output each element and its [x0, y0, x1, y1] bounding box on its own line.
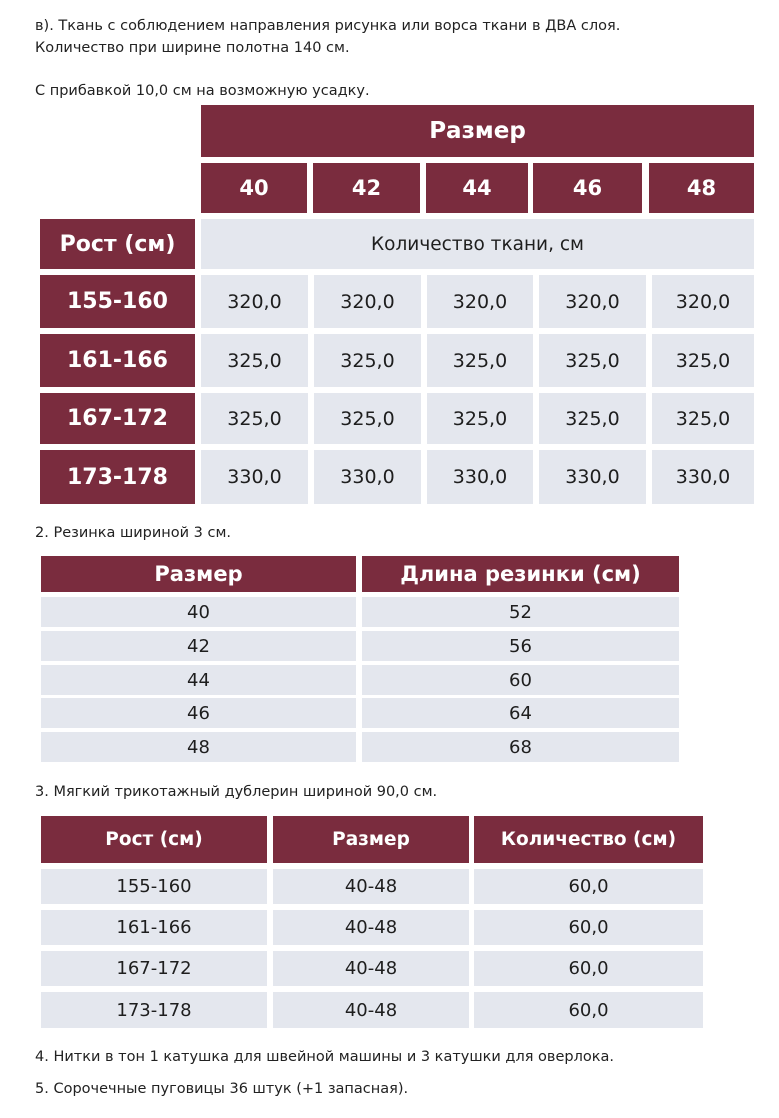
- interlining-header-height: Рост (см): [41, 816, 267, 863]
- elastic-cell-length: 60: [362, 665, 679, 695]
- fabric-cell: 325,0: [652, 334, 754, 387]
- interlining-cell: 60,0: [474, 992, 703, 1028]
- fabric-cell: 320,0: [201, 275, 308, 328]
- interlining-cell: 40-48: [273, 992, 469, 1028]
- interlining-cell: 60,0: [474, 951, 703, 986]
- elastic-cell-length: 52: [362, 597, 679, 627]
- interlining-cell: 167-172: [41, 951, 267, 986]
- fabric-row-height: 155-160: [40, 275, 195, 328]
- intro-line-3: С прибавкой 10,0 см на возможную усадку.: [35, 83, 370, 99]
- fabric-size-header: Размер: [201, 105, 754, 157]
- fabric-cell: 330,0: [652, 450, 754, 504]
- fabric-cell: 330,0: [427, 450, 533, 504]
- fabric-cell: 325,0: [427, 334, 533, 387]
- fabric-cell: 325,0: [652, 393, 754, 444]
- fabric-size-46: 46: [533, 163, 642, 213]
- fabric-quantity-header: Количество ткани, см: [201, 219, 754, 269]
- fabric-cell: 320,0: [427, 275, 533, 328]
- elastic-cell-size: 46: [41, 698, 356, 728]
- fabric-cell: 325,0: [427, 393, 533, 444]
- note-threads: 4. Нитки в тон 1 катушка для швейной машины и 3 катушки для оверлока.: [35, 1049, 614, 1065]
- interlining-cell: 40-48: [273, 910, 469, 945]
- intro-line-1: в). Ткань с соблюдением направления рисунка или ворса ткани в ДВА слоя.: [35, 18, 621, 34]
- fabric-cell: 320,0: [652, 275, 754, 328]
- elastic-header-size: Размер: [41, 556, 356, 592]
- fabric-row-height: 173-178: [40, 450, 195, 504]
- fabric-cell: 320,0: [539, 275, 646, 328]
- elastic-cell-size: 44: [41, 665, 356, 695]
- fabric-height-header: Рост (см): [40, 219, 195, 269]
- interlining-header-size: Размер: [273, 816, 469, 863]
- fabric-size-48: 48: [649, 163, 754, 213]
- fabric-cell: 330,0: [314, 450, 421, 504]
- interlining-cell: 40-48: [273, 869, 469, 904]
- interlining-cell: 60,0: [474, 910, 703, 945]
- elastic-cell-size: 40: [41, 597, 356, 627]
- interlining-header-quantity: Количество (см): [474, 816, 703, 863]
- fabric-cell: 325,0: [201, 393, 308, 444]
- interlining-cell: 155-160: [41, 869, 267, 904]
- elastic-caption: 2. Резинка шириной 3 см.: [35, 525, 232, 541]
- note-buttons: 5. Сорочечные пуговицы 36 штук (+1 запасная).: [35, 1081, 409, 1097]
- fabric-cell: 325,0: [539, 393, 646, 444]
- elastic-header-length: Длина резинки (см): [362, 556, 679, 592]
- fabric-size-44: 44: [426, 163, 528, 213]
- fabric-cell: 325,0: [314, 393, 421, 444]
- elastic-cell-length: 56: [362, 631, 679, 661]
- fabric-cell: 325,0: [539, 334, 646, 387]
- interlining-cell: 173-178: [41, 992, 267, 1028]
- fabric-cell: 320,0: [314, 275, 421, 328]
- fabric-cell: 325,0: [314, 334, 421, 387]
- elastic-cell-length: 64: [362, 698, 679, 728]
- elastic-cell-size: 48: [41, 732, 356, 762]
- fabric-cell: 325,0: [201, 334, 308, 387]
- interlining-cell: 161-166: [41, 910, 267, 945]
- elastic-cell-size: 42: [41, 631, 356, 661]
- intro-line-2: Количество при ширине полотна 140 см.: [35, 40, 350, 56]
- fabric-size-42: 42: [313, 163, 420, 213]
- fabric-cell: 330,0: [539, 450, 646, 504]
- interlining-caption: 3. Мягкий трикотажный дублерин шириной 90,0 см.: [35, 784, 438, 800]
- interlining-cell: 40-48: [273, 951, 469, 986]
- fabric-row-height: 161-166: [40, 334, 195, 387]
- fabric-row-height: 167-172: [40, 393, 195, 444]
- fabric-size-40: 40: [201, 163, 307, 213]
- interlining-cell: 60,0: [474, 869, 703, 904]
- elastic-cell-length: 68: [362, 732, 679, 762]
- fabric-cell: 330,0: [201, 450, 308, 504]
